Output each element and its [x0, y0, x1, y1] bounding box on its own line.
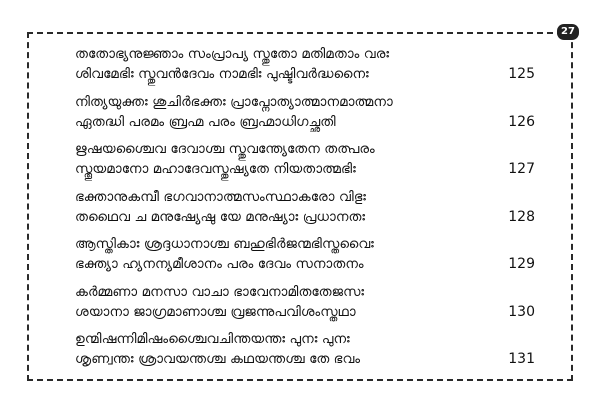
- verse-line-2: സ്തൂയമാനോ മഹാദേവസ്തുഷ്യതേ നിയതാത്മഭിഃ: [75, 161, 356, 177]
- verse-line-2: ശയാനാ ജാഗ്രമാണാശ്ച വ്രജന്നുപവിശംസ്തഥാ: [75, 303, 356, 320]
- verse-line-1: തതോഭ്യനുജ്ഞാം സംപ്രാപ്യ സ്തുതോ മതിമതാം വരഃ: [75, 46, 390, 62]
- verse-127: [75, 139, 535, 179]
- verse-line-2: ശൃണ്വന്തഃ ശ്രാവയന്തശ്ച കഥയന്തശ്ച തേ ഭവം: [75, 351, 361, 367]
- verse-list: [75, 44, 535, 377]
- verse-number: 128: [508, 208, 535, 225]
- verse-number: 127: [508, 161, 535, 177]
- verse-line-1: ഭക്താനുകമ്പീ ഭഗവാനാത്മസംസ്ഥാകരോ വിഭുഃ: [75, 188, 367, 205]
- verse-number: 131: [508, 351, 535, 367]
- verse-number: 125: [508, 66, 535, 82]
- page-number-badge: 27: [557, 24, 579, 40]
- verse-line-2: ഏതദ്ധി പരമം ബ്രഹ്മ പരം ബ്രഹ്മാധിഗച്ഛതി: [75, 113, 336, 130]
- verse-125: [75, 44, 535, 84]
- verse-line-2: ഭക്ത്യാ ഹ്യനന്യമീശാനം പരം ദേവം സനാതനം: [75, 256, 364, 272]
- verse-text: [75, 92, 393, 132]
- verse-128: [75, 187, 535, 227]
- verse-number: 130: [508, 303, 535, 320]
- verse-131: [75, 329, 535, 369]
- verse-line-2: ശിവമേഭിഃ സ്തുവൻദേവം നാമഭിഃ പുഷ്ടിവർദ്ധനൈഃ: [75, 66, 369, 82]
- verse-line-1: ഋഷയശ്ചൈവ ദേവാശ്ച സ്തുവന്ത്യേതേന തത്പരം: [75, 141, 375, 157]
- verse-line-1: ഉന്മിഷന്നിമിഷംശ്ചൈവചിന്തയന്തഃ പുനഃ പുനഃ: [75, 331, 350, 347]
- verse-line-1: നിത്യയുക്തഃ ശുചിർഭക്തഃ പ്രാപ്നോത്യാത്മാനമാത്മനാ: [75, 93, 393, 110]
- verse-text: [75, 139, 375, 179]
- verse-number: 129: [508, 256, 535, 272]
- verse-text: [75, 234, 374, 274]
- verse-129: [75, 234, 535, 274]
- verse-text: [75, 187, 366, 227]
- verse-line-1: കർമ്മണാ മനസാ വാചാ ഭാവേനാമിതതേജസഃ: [75, 283, 365, 300]
- verse-130: [75, 282, 535, 322]
- verse-text: [75, 329, 360, 369]
- verse-text: [75, 44, 389, 84]
- verse-line-2: തഥൈവ ച മനുഷ്യേഷു യേ മനുഷ്യാഃ പ്രധാനതഃ: [75, 208, 366, 225]
- verse-line-1: ആസ്തികാഃ ശ്രദ്ദധാനാശ്ച ബഹുഭിർജന്മഭിസ്തവൈഃ: [75, 236, 374, 252]
- verse-126: [75, 92, 535, 132]
- verse-text: [75, 282, 364, 322]
- verse-number: 126: [508, 113, 535, 130]
